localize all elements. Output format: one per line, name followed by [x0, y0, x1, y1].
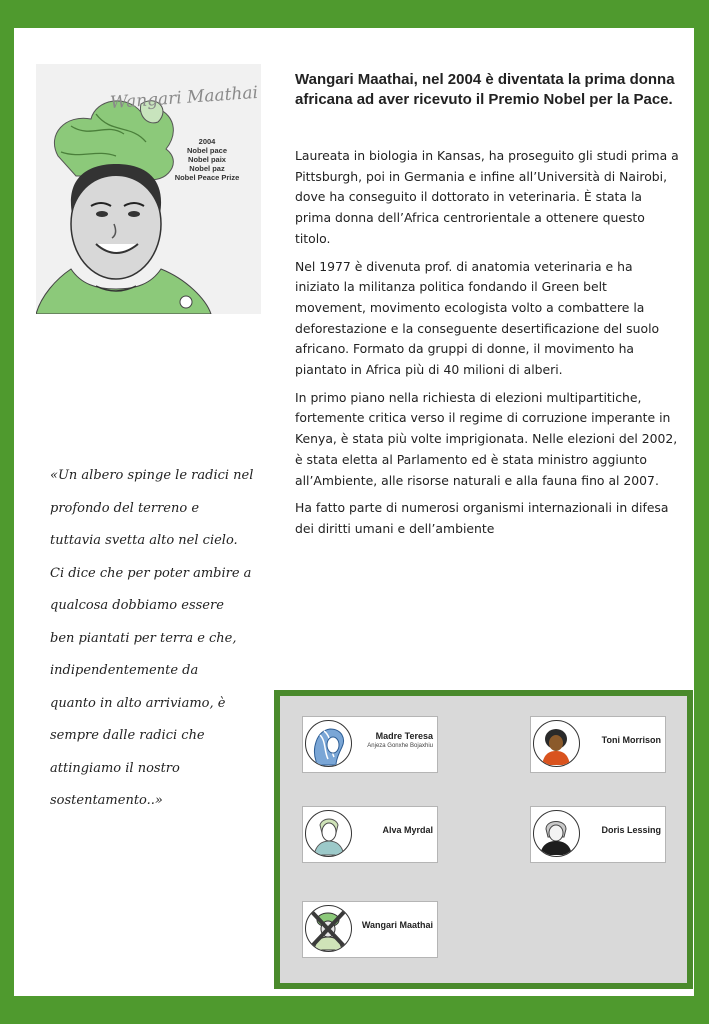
- portrait-doris-lessing-icon: [533, 810, 580, 857]
- prize-line: Nobel paix: [188, 155, 226, 164]
- card-name: Alva Myrdal: [382, 825, 433, 835]
- quote-line: Ci dice che per poter ambire a: [50, 565, 252, 581]
- card-wangari-maathai[interactable]: [302, 901, 438, 958]
- quote-line: profondo del terreno e: [50, 500, 200, 516]
- prize-caption: [166, 137, 248, 182]
- paragraph: Laureata in biologia in Kansas, ha proseguito gli studi prima a Pittsburgh, poi in Germania e infine all’Università di Nairobi, dove ha conseguito il dottorato in veterinaria. È stata la prima donna dell’Africa centrorientale a ottenere questo titolo.: [295, 148, 679, 246]
- headline: Wangari Maathai, nel 2004 è diventata la prima donna africana ad aver ricevuto il Premio Nobel per la Pace.: [295, 71, 675, 108]
- card-subname: Anjeza Gonxhe Bojaxhiu: [367, 743, 433, 749]
- prize-line: Nobel Peace Prize: [174, 173, 240, 182]
- quote-line: qualcosa dobbiamo essere: [50, 598, 224, 613]
- card-name: Doris Lessing: [601, 825, 661, 835]
- paragraph: Ha fatto parte di numerosi organismi internazionali in difesa dei diritti umani e dell’ambiente: [295, 500, 669, 536]
- portrait-madre-teresa-icon: [305, 720, 352, 767]
- quote-line: sempre dalle radici che: [50, 728, 205, 743]
- card-name: Madre Teresa: [375, 731, 433, 741]
- quote-line: «Un albero spinge le radici nel: [50, 468, 254, 483]
- quote-line: ben piantati per terra e che,: [50, 630, 237, 646]
- women-cards-panel: [274, 690, 693, 989]
- quote-line: quanto in alto arriviamo, è: [50, 695, 226, 711]
- quote-line: attingiamo il nostro: [50, 760, 180, 776]
- card-alva-myrdal[interactable]: [302, 806, 438, 863]
- biography-text: [295, 146, 680, 547]
- portrait-alva-myrdal-icon: [305, 810, 352, 857]
- portrait-signature: Wangari Maathai: [109, 82, 259, 114]
- page: [14, 28, 694, 996]
- card-doris-lessing[interactable]: [530, 806, 666, 863]
- prize-line: 2004: [198, 137, 216, 146]
- quote: [50, 460, 275, 818]
- portrait-wangari-maathai-icon: [305, 905, 352, 952]
- paragraph: Nel 1977 è divenuta prof. di anatomia veterinaria e ha iniziato la militanza politica fondando il Green belt movement, movimento ecologista volto a combattere la deforestazione e la conseguente desertificazione del suolo africano. Formato da gruppi di donne, il movimento ha piantato in Africa più di 40 milioni di alberi.: [295, 258, 660, 378]
- card-name: Wangari Maathai: [361, 920, 433, 930]
- wangari-maathai-portrait: [36, 64, 261, 314]
- quote-line: indipendentemente da: [50, 663, 199, 678]
- portrait-toni-morrison-icon: [533, 720, 580, 767]
- quote-line: sostentamento..»: [50, 793, 163, 808]
- card-toni-morrison[interactable]: [530, 716, 666, 773]
- prize-line: Nobel pace: [186, 146, 227, 155]
- prize-line: Nobel paz: [189, 164, 225, 173]
- paragraph: In primo piano nella richiesta di elezioni multipartitiche, fortemente critica verso il regime di corruzione imperante in Kenya, è stata più volte imprigionata. Nelle elezioni del 2002, è stata eletta al Parlamento ed è stata ministro aggiunto all’Ambiente, alle risorse naturali e alla fauna fino al 2007.: [295, 389, 678, 488]
- card-name: Toni Morrison: [601, 735, 661, 745]
- quote-line: tuttavia svetta alto nel cielo.: [50, 533, 238, 548]
- card-madre-teresa[interactable]: [302, 716, 438, 773]
